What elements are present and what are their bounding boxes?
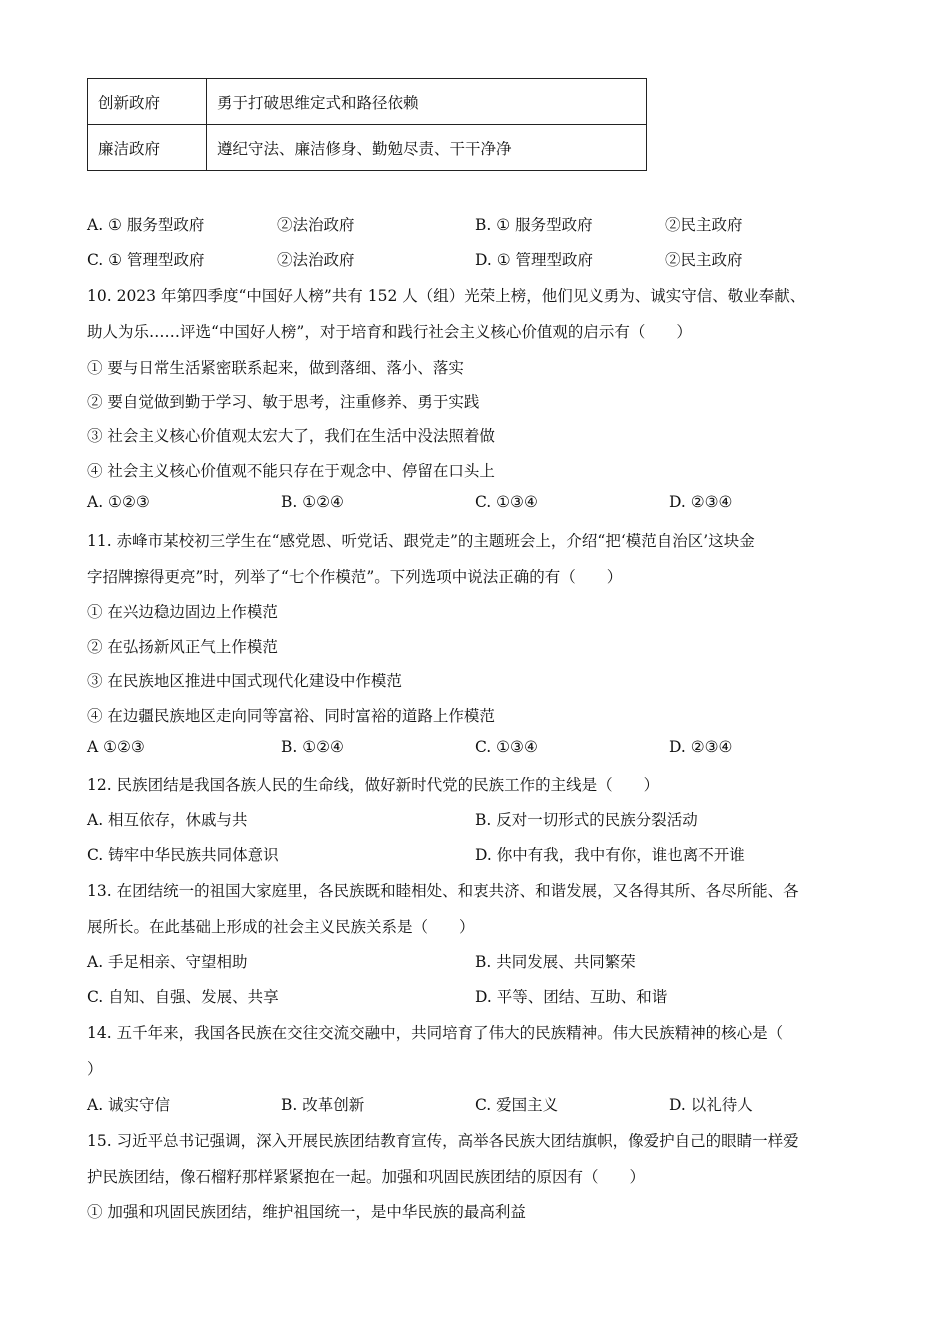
- q11-option-b: B. ①②④: [281, 738, 344, 756]
- q13-stem-line1: 13. 在团结统一的祖国大家庭里，各民族既和睦相处、和衷共济、和谐发展，又各得其所、各尽所能、各: [87, 882, 799, 900]
- q9-option-d1: D. ① 管理型政府: [475, 251, 594, 269]
- q14-stem-line2: ）: [87, 1060, 103, 1078]
- q9-option-b1: B. ① 服务型政府: [475, 216, 593, 234]
- q9-option-a2: ②法治政府: [277, 216, 355, 234]
- government-definition-table: [87, 78, 647, 171]
- q11-item-1: ① 在兴边稳边固边上作模范: [87, 603, 278, 621]
- q15-stem-line2: 护民族团结，像石榴籽那样紧紧抱在一起。加强和巩固民族团结的原因有（ ）: [87, 1168, 646, 1186]
- q10-item-2: ② 要自觉做到勤于学习、敏于思考，注重修养、勇于实践: [87, 393, 480, 411]
- q15-item-1: ① 加强和巩固民族团结，维护祖国统一，是中华民族的最高利益: [87, 1203, 526, 1221]
- table-row: [88, 125, 647, 171]
- q11-item-4: ④ 在边疆民族地区走向同等富裕、同时富裕的道路上作模范: [87, 707, 495, 725]
- q15-stem-line1: 15. 习近平总书记强调，深入开展民族团结教育宣传，高举各民族大团结旗帜，像爱护自己的眼睛一样爱: [87, 1132, 799, 1150]
- q12-option-b: B. 反对一切形式的民族分裂活动: [475, 811, 698, 829]
- table-cell-label: 创新政府: [88, 79, 207, 125]
- q9-option-b2: ②民主政府: [665, 216, 743, 234]
- q10-option-c: C. ①③④: [475, 493, 538, 511]
- q11-option-d: D. ②③④: [669, 738, 733, 756]
- q11-item-2: ② 在弘扬新风正气上作模范: [87, 638, 278, 656]
- q10-option-d: D. ②③④: [669, 493, 733, 511]
- q10-stem-line1: 10. 2023 年第四季度“中国好人榜”共有 152 人（组）光荣上榜，他们见义勇为、诚实守信、敬业奉献、: [87, 287, 806, 305]
- q12-stem-line1: 12. 民族团结是我国各族人民的生命线，做好新时代党的民族工作的主线是（ ）: [87, 776, 660, 794]
- q14-option-d: D. 以礼待人: [669, 1096, 753, 1114]
- q14-option-a: A. 诚实守信: [87, 1096, 171, 1114]
- q9-option-c1: C. ① 管理型政府: [87, 251, 205, 269]
- q10-stem-line2: 助人为乐……评选“中国好人榜”，对于培育和践行社会主义核心价值观的启示有（ ）: [87, 323, 692, 341]
- q10-item-4: ④ 社会主义核心价值观不能只存在于观念中、停留在口头上: [87, 462, 495, 480]
- q11-option-a: A ①②③: [87, 738, 145, 756]
- q14-option-c: C. 爱国主义: [475, 1096, 559, 1114]
- table-cell-desc: 遵纪守法、廉洁修身、勤勉尽责、干干净净: [207, 125, 647, 171]
- table-row: [88, 79, 647, 125]
- q14-option-b: B. 改革创新: [281, 1096, 365, 1114]
- q10-item-1: ① 要与日常生活紧密联系起来，做到落细、落小、落实: [87, 359, 464, 377]
- q11-stem-line2: 字招牌擦得更亮”时，列举了“七个作模范”。下列选项中说法正确的有（ ）: [87, 568, 623, 586]
- q13-option-a: A. 手足相亲、守望相助: [87, 953, 248, 971]
- table-cell-label: 廉洁政府: [88, 125, 207, 171]
- q12-option-a: A. 相互依存，休戚与共: [87, 811, 248, 829]
- q13-option-b: B. 共同发展、共同繁荣: [475, 953, 636, 971]
- q10-option-a: A. ①②③: [87, 493, 150, 511]
- q9-option-d2: ②民主政府: [665, 251, 743, 269]
- q11-stem-line1: 11. 赤峰市某校初三学生在“感党恩、听党话、跟党走”的主题班会上，介绍“把‘模范自治区’这块金: [87, 532, 755, 550]
- q12-option-d: D. 你中有我，我中有你，谁也离不开谁: [475, 846, 745, 864]
- q9-option-c2: ②法治政府: [277, 251, 355, 269]
- q10-option-b: B. ①②④: [281, 493, 344, 511]
- q13-stem-line2: 展所长。在此基础上形成的社会主义民族关系是（ ）: [87, 918, 475, 936]
- q14-stem-line1: 14. 五千年来，我国各民族在交往交流交融中，共同培育了伟大的民族精神。伟大民族精神的核心是（: [87, 1024, 784, 1042]
- q12-option-c: C. 铸牢中华民族共同体意识: [87, 846, 279, 864]
- q13-option-c: C. 自知、自强、发展、共享: [87, 988, 279, 1006]
- q11-item-3: ③ 在民族地区推进中国式现代化建设中作模范: [87, 672, 402, 690]
- q11-option-c: C. ①③④: [475, 738, 538, 756]
- table-cell-desc: 勇于打破思维定式和路径依赖: [207, 79, 647, 125]
- q9-option-a1: A. ① 服务型政府: [87, 216, 205, 234]
- q10-item-3: ③ 社会主义核心价值观太宏大了，我们在生活中没法照着做: [87, 427, 495, 445]
- q13-option-d: D. 平等、团结、互助、和谐: [475, 988, 668, 1006]
